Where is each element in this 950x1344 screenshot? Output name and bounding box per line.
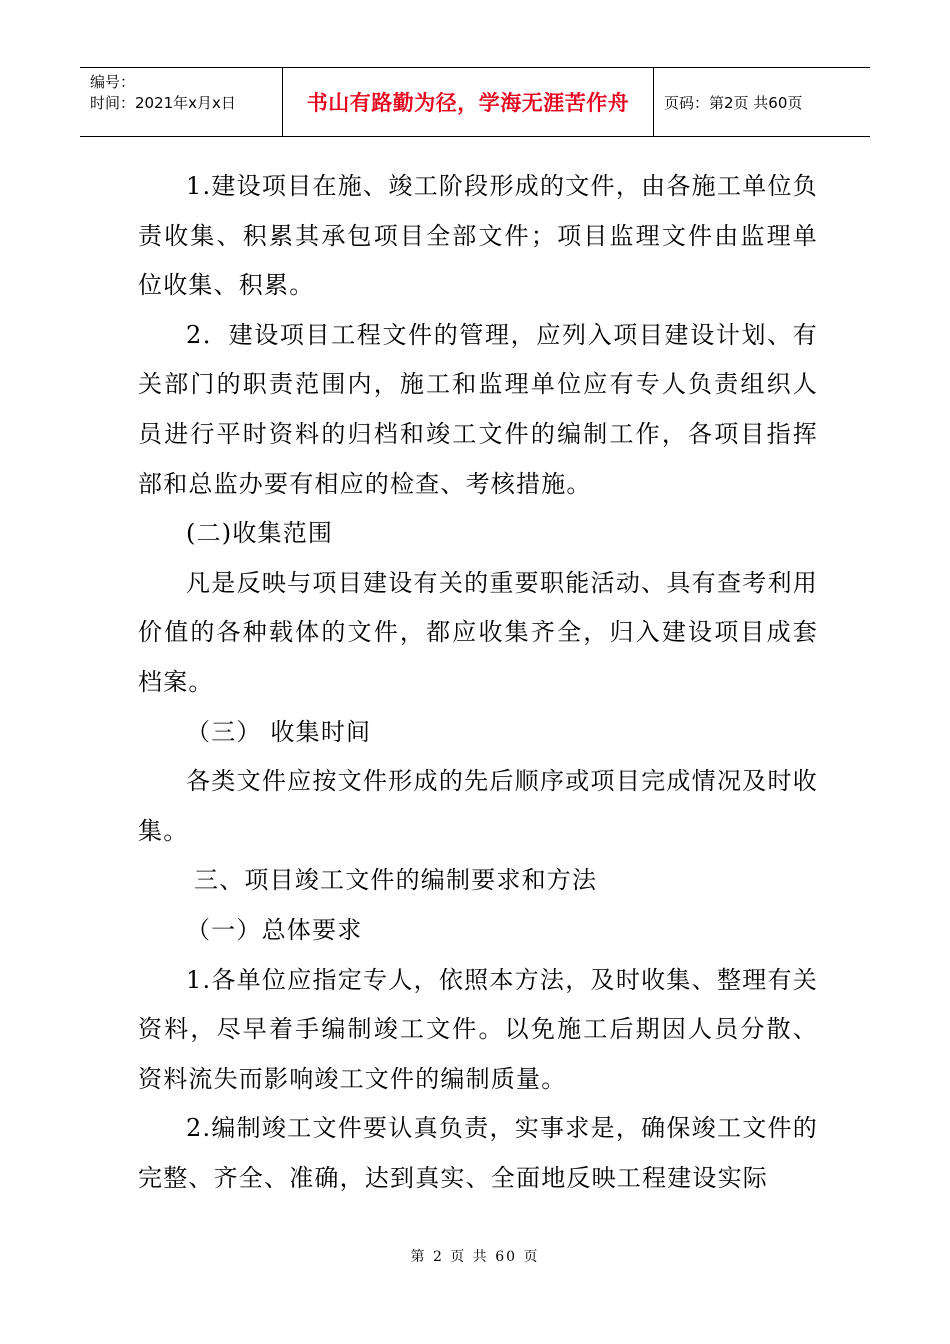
paragraph-3: 凡是反映与项目建设有关的重要职能活动、具有查考利用价值的各种载体的文件，都应收集齐全，归入建设项目成套档案。 — [138, 568, 818, 696]
page-footer: 第 2 页 共 60 页 — [410, 1249, 540, 1265]
paragraph-6: 2.编制竣工文件要认真负责，实事求是，确保竣工文件的完整、齐全、准确，达到真实、全面地反映工程建设实际 — [138, 1114, 818, 1192]
document-body — [138, 162, 818, 1203]
paragraph-4: 各类文件应按文件形成的先后顺序或项目完成情况及时收集。 — [138, 767, 818, 845]
header-page-cell — [654, 68, 870, 136]
page-header — [80, 67, 870, 137]
section-heading-general: （一）总体要求 — [186, 915, 363, 944]
header-meta-cell — [80, 68, 282, 136]
paragraph-2: 2．建设项目工程文件的管理，应列入项目建设计划、有关部门的职责范围内，施工和监理单位应有专人负责组织人员进行平时资料的归档和竣工文件的编制工作，各项目指挥部和总监办要有相应的检查、考核措施。 — [138, 320, 818, 498]
section-heading-time: （三） 收集时间 — [186, 717, 372, 746]
document-number-label: 编号： — [90, 73, 136, 91]
header-motto-cell — [282, 68, 654, 136]
section-heading-scope: (二)收集范围 — [186, 519, 334, 548]
header-motto: 书山有路勤为径，学海无涯苦作舟 — [306, 91, 630, 115]
header-page-info: 页码：第2页 共60页 — [664, 93, 803, 112]
document-time-label: 时间：2021年x月x日 — [90, 94, 236, 112]
chapter-heading-3: 三、项目竣工文件的编制要求和方法 — [194, 866, 598, 895]
paragraph-5: 1.各单位应指定专人，依照本方法，及时收集、整理有关资料，尽早着手编制竣工文件。以免施工后期因人员分散、资料流失而影响竣工文件的编制质量。 — [138, 965, 818, 1093]
paragraph-1: 1.建设项目在施、竣工阶段形成的文件，由各施工单位负责收集、积累其承包项目全部文件；项目监理文件由监理单位收集、积累。 — [138, 172, 818, 300]
